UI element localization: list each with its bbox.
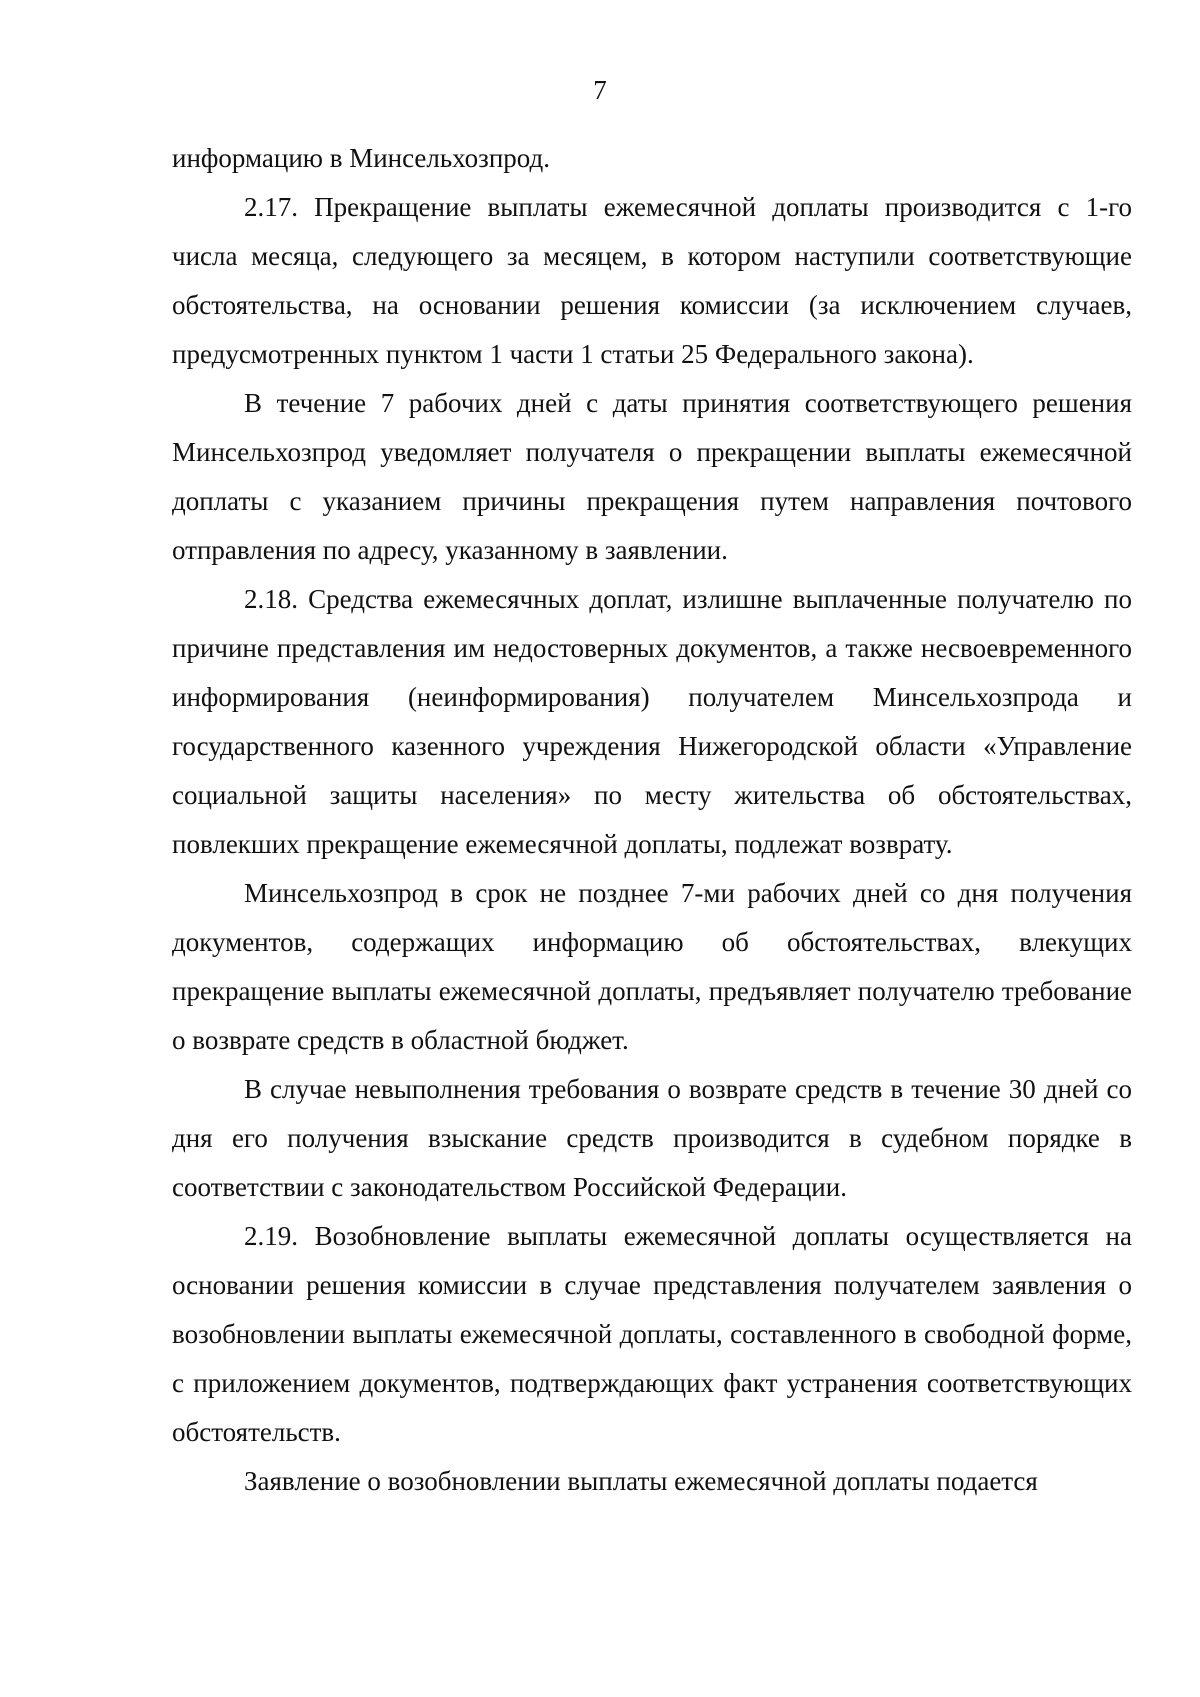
paragraph-notification: В течение 7 рабочих дней с даты принятия соответствующего решения Минсельхозпрод уведомляет получателя о прекращении выплаты ежемесячной доплаты с указанием причины прекращения путем направления почтового отправления по адресу, указанному в заявлении. xyxy=(172,388,1132,565)
paragraph-2-17: 2.17. Прекращение выплаты ежемесячной доплаты производится с 1-го числа месяца, следующего за месяцем, в котором наступили соответствующие обстоятельства, на основании решения комиссии (за исключением случаев, предусмотренных пунктом 1 части 1 статьи 25 Федерального закона). xyxy=(172,192,1132,369)
paragraph-2-18: 2.18. Средства ежемесячных доплат, излишне выплаченные получателю по причине представления им недостоверных документов, а также несвоевременного информирования (неинформирования) получателем Минсельхозпрода и государственного казенного учреждения Нижегородской области «Управление социальной защиты населения» по месту жительства об обстоятельствах, повлекших прекращение ежемесячной доплаты, подлежат возврату. xyxy=(172,584,1132,859)
paragraph-continuation: информацию в Минсельхозпрод. xyxy=(172,143,550,173)
paragraph-court-recovery: В случае невыполнения требования о возврате средств в течение 30 дней со дня его получения взыскание средств производится в судебном порядке в соответствии с законодательством Российской Федерации. xyxy=(172,1074,1132,1202)
document-body xyxy=(172,134,1132,1506)
paragraph-2-19: 2.19. Возобновление выплаты ежемесячной доплаты осуществляется на основании решения комиссии в случае представления получателем заявления о возобновлении выплаты ежемесячной доплаты, составленного в свободной форме, с приложением документов, подтверждающих факт устранения соответствующих обстоятельств. xyxy=(172,1221,1132,1447)
paragraph-return-demand: Минсельхозпрод в срок не позднее 7-ми рабочих дней со дня получения документов, содержащих информацию об обстоятельствах, влекущих прекращение выплаты ежемесячной доплаты, предъявляет получателю требование о возврате средств в областной бюджет. xyxy=(172,878,1132,1055)
page-number: 7 xyxy=(593,75,607,105)
paragraph-application: Заявление о возобновлении выплаты ежемесячной доплаты подается xyxy=(244,1466,1038,1496)
